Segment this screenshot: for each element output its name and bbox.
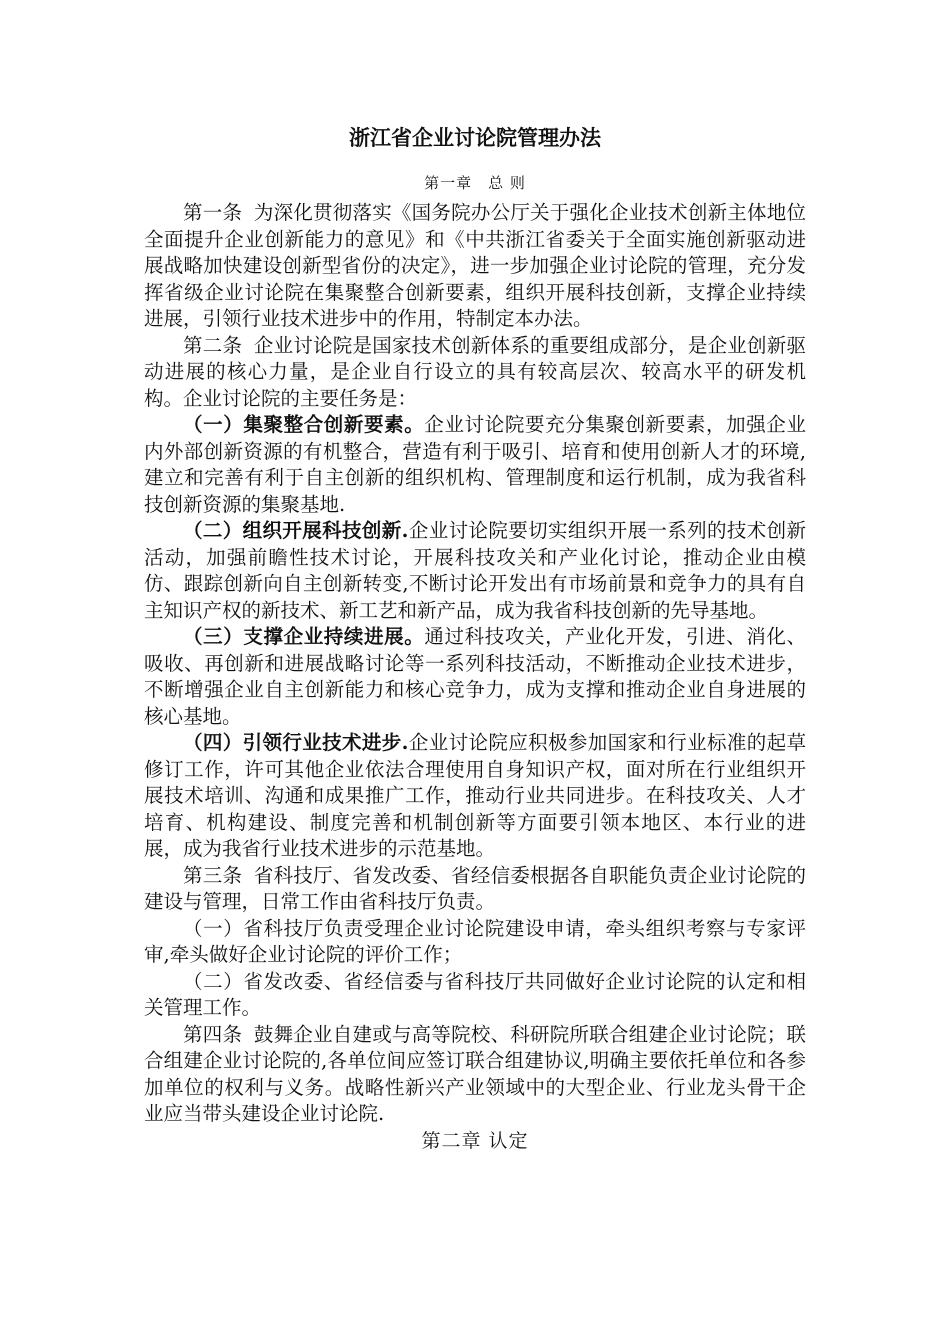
task-2-text: 企业讨论院要切实组织开展一系列的技术创新活动，加强前瞻性技术讨论，开展科技攻关和产业化讨论，推动企业由模仿、跟踪创新向自主创新转变,不断讨论开发出有市场前景和竞争力的具有自主知识产权的新技术、新工艺和新产品，成为我省科技创新的先导基地。	[144, 519, 806, 622]
task-3	[144, 624, 806, 730]
article-1	[144, 200, 806, 333]
task-4-text: 企业讨论院应积极参加国家和行业标准的起草修订工作，许可其他企业依法合理使用自身知识产权，面对所在行业组织开展技术培训、沟通和成果推广工作，推动行业共同进步。在科技攻关、人才培育、机构建设、制度完善和机制创新等方面要引领本地区、本行业的进展，成为我省行业技术进步的示范基地。	[144, 731, 806, 860]
article-3	[144, 863, 806, 916]
article-4-label: 第四条	[183, 1022, 243, 1046]
article-2	[144, 333, 806, 413]
task-3-text: 通过科技攻关，产业化开发，引进、消化、吸收、再创新和进展战略讨论等一系列科技活动，不断推动企业技术进步，不断增强企业自主创新能力和核心竞争力，成为支撑和推动企业自身进展的核心基地。	[144, 625, 806, 728]
article-3-item-2: （二）省发改委、省经信委与省科技厅共同做好企业讨论院的认定和相关管理工作。	[144, 969, 806, 1019]
article-4	[144, 1022, 806, 1128]
article-4-text: 鼓舞企业自建或与高等院校、科研院所联合组建企业讨论院；联合组建企业讨论院的,各单位间应签订联合组建协议,明确主要依托单位和各参加单位的权利与义务。战略性新兴产业领域中的大型企业、行业龙头骨干企业应当带头建设企业讨论院.	[144, 1022, 806, 1125]
task-4-heading: （四）引领行业技术进步.	[183, 731, 409, 754]
article-3-item-1: （一）省科技厅负责受理企业讨论院建设申请，牵头组织考察与专家评审,牵头做好企业讨论院的评价工作；	[144, 916, 806, 966]
task-3-heading: （三）支撑企业持续进展。	[183, 625, 425, 648]
task-2-heading: （二）组织开展科技创新.	[183, 519, 409, 542]
chapter-1-heading: 第一章 总 则	[424, 174, 526, 192]
article-1-text: 为深化贯彻落实《国务院办公厅关于强化企业技术创新主体地位全面提升企业创新能力的意见》和《中共浙江省委关于全面实施创新驱动进展战略加快建设创新型省份的决定》，进一步加强企业讨论院的管理，充分发挥省级企业讨论院在集聚整合创新要素，组织开展科技创新，支撑企业持续进展，引领行业技术进步中的作用，特制定本办法。	[144, 201, 806, 330]
task-1-heading: （一）集聚整合创新要素。	[183, 413, 425, 436]
article-2-label: 第二条	[183, 333, 243, 357]
task-4	[144, 730, 806, 863]
article-3-label: 第三条	[183, 863, 243, 887]
article-3-text: 省科技厅、省发改委、省经信委根据各自职能负责企业讨论院的建设与管理，日常工作由省科技厅负责。	[144, 863, 806, 913]
document-page	[144, 120, 806, 1154]
article-1-label: 第一条	[183, 201, 243, 224]
chapter-2-heading: 第二章 认定	[421, 1129, 529, 1152]
task-1-text: 企业讨论院要充分集聚创新要素，加强企业内外部创新资源的有机整合，营造有利于吸引、培育和使用创新人才的环境,建立和完善有利于自主创新的组织机构、管理制度和运行机制，成为我省科技创新资源的集聚基地.	[144, 413, 806, 516]
task-1	[144, 412, 806, 518]
document-title: 浙江省企业讨论院管理办法	[349, 125, 601, 150]
task-2	[144, 518, 806, 624]
article-2-text: 企业讨论院是国家技术创新体系的重要组成部分，是企业创新驱动进展的核心力量，是企业自行设立的具有较高层次、较高水平的研发机构。企业讨论院的主要任务是：	[144, 333, 806, 410]
